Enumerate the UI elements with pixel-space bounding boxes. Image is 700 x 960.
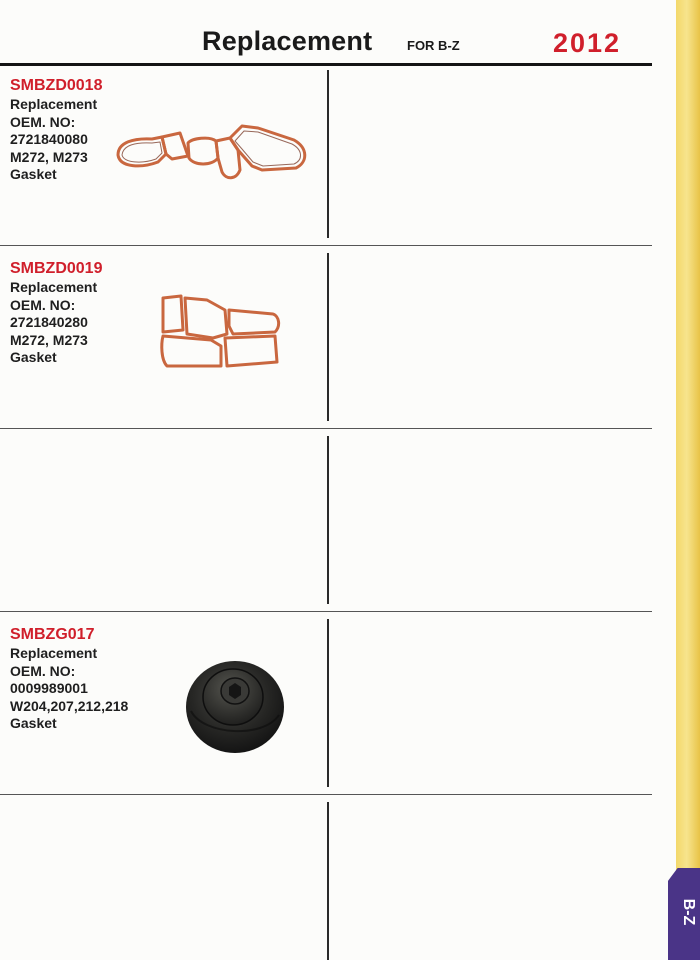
oem-number: 2721840080 bbox=[10, 131, 88, 147]
part-type: Replacement bbox=[10, 645, 98, 661]
part-entry bbox=[10, 77, 102, 184]
header-rule bbox=[0, 63, 652, 66]
oem-number: 0009989001 bbox=[10, 680, 88, 696]
rubber-mount-image bbox=[183, 655, 289, 757]
column-divider bbox=[327, 70, 329, 238]
oem-label: OEM. NO: bbox=[10, 113, 76, 130]
row-divider bbox=[0, 794, 652, 795]
row-divider bbox=[0, 428, 652, 429]
column-divider bbox=[327, 436, 329, 604]
part-application: M272, M273 bbox=[10, 331, 88, 348]
part-description: Gasket bbox=[10, 715, 57, 731]
oem-label: OEM. NO: bbox=[10, 662, 76, 679]
row-divider bbox=[0, 611, 652, 612]
part-application: W204,207,212,218 bbox=[10, 697, 129, 714]
page-title: Replacement bbox=[202, 26, 373, 56]
gasket-image bbox=[112, 118, 312, 188]
part-type: Replacement bbox=[10, 279, 98, 295]
row-divider bbox=[0, 245, 652, 246]
section-tab-label: B-Z bbox=[680, 898, 697, 926]
oem-label: OEM. NO: bbox=[10, 296, 76, 313]
part-description: Gasket bbox=[10, 166, 57, 182]
part-code: SMBZD0018 bbox=[10, 77, 103, 94]
column-divider bbox=[327, 802, 329, 960]
part-code: SMBZD0019 bbox=[10, 260, 103, 277]
part-entry bbox=[10, 260, 102, 367]
part-type: Replacement bbox=[10, 96, 98, 112]
part-code: SMBZG017 bbox=[10, 626, 95, 643]
column-divider bbox=[327, 253, 329, 421]
part-description: Gasket bbox=[10, 349, 57, 365]
gasket-image bbox=[155, 290, 285, 370]
page-edge-strip bbox=[676, 0, 700, 960]
page-subtitle: FOR B-Z bbox=[407, 38, 460, 53]
column-divider bbox=[327, 619, 329, 787]
part-application: M272, M273 bbox=[10, 148, 88, 165]
catalog-year: 2012 bbox=[553, 28, 622, 58]
oem-number: 2721840280 bbox=[10, 314, 88, 330]
part-entry bbox=[10, 626, 128, 733]
